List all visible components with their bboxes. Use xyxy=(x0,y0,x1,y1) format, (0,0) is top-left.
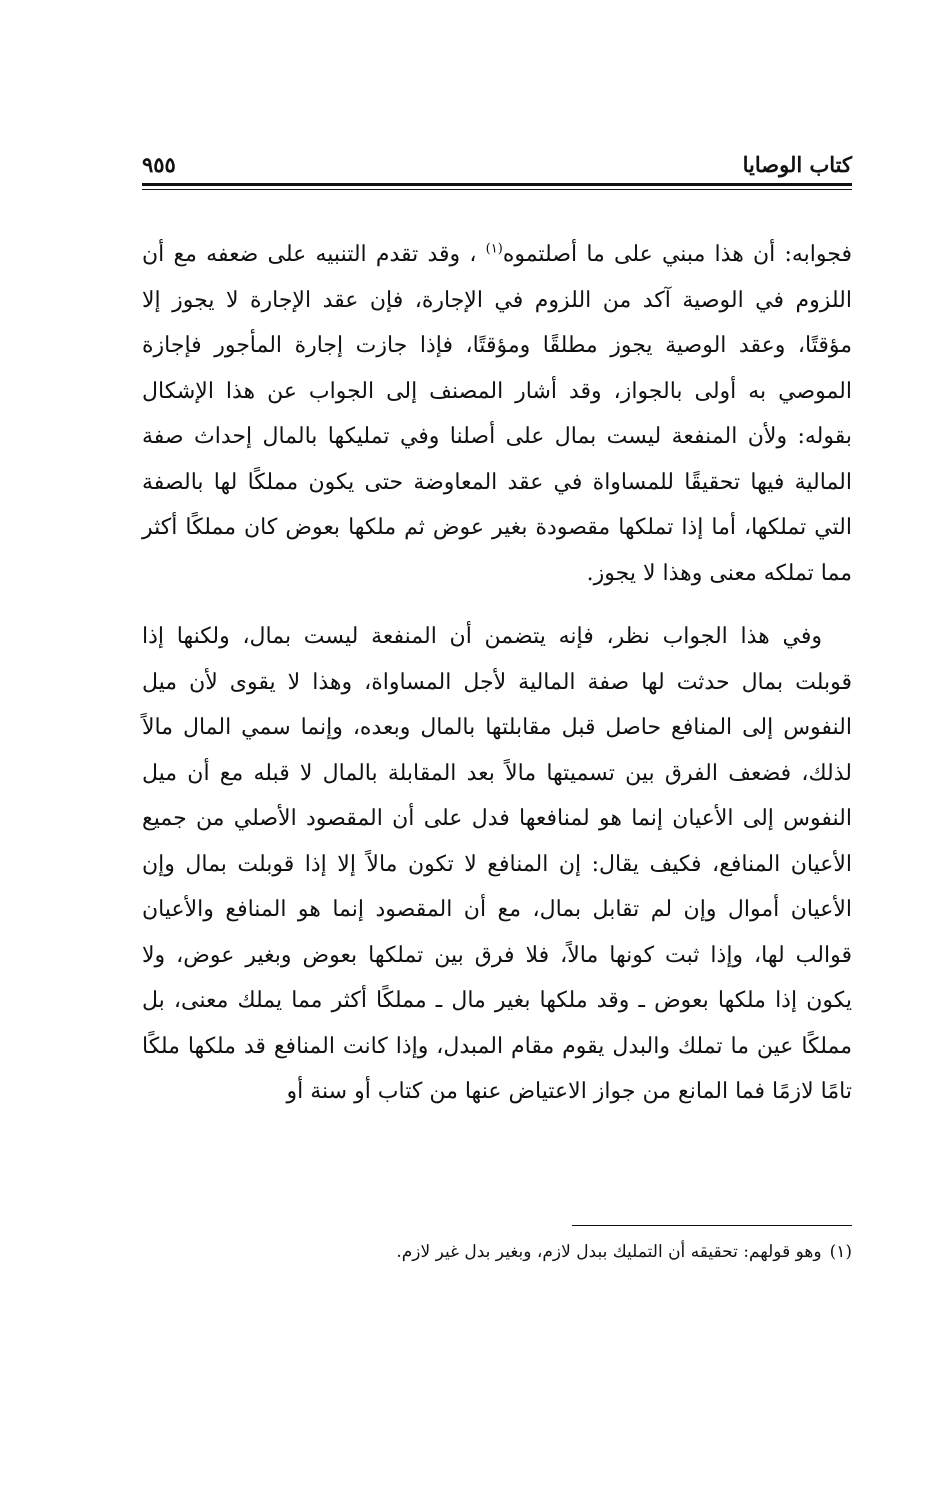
footnote-reference[interactable]: (١) xyxy=(485,241,503,257)
header-rule-thick xyxy=(142,183,852,186)
footnote-number: (١) xyxy=(829,1242,852,1262)
page-header xyxy=(142,150,852,180)
footnote-text: وهو قولهم: تحقيقه أن التمليك ببدل لازم، وبغير بدل غير لازم. xyxy=(396,1242,822,1262)
paragraph-2: وفي هذا الجواب نظر، فإنه يتضمن أن المنفعة ليست بمال، ولكنها إذا قوبلت بمال حدثت لها صفة المالية لأجل المساواة، وهذا لا يقوى لأن ميل النفوس إلى المنافع حاصل قبل مقابلتها بالمال وبعده، وإنما سمي المال مالاً لذلك، فضعف الفرق بين تسميتها مالاً بعد المقابلة بالمال لا قبله مع أن ميل النفوس إلى الأعيان إنما هو لمنافعها فدل على أن المقصود الأصلي من جميع الأعيان المنافع، فكيف يقال: إن المنافع لا تكون مالاً إلا إذا قوبلت بمال وإن الأعيان أموال وإن لم تقابل بمال، مع أن المقصود إنما هو المنافع والأعيان قوالب لها، وإذا ثبت كونها مالاً، فلا فرق بين تملكها بعوض وبغير عوض، ولا يكون إذا ملكها بعوض ـ وقد ملكها بغير مال ـ مملكًا أكثر مما يملك معنى، بل مملكًا عين ما تملك والبدل يقوم مقام المبدل، وإذا كانت المنافع قد ملكها ملكًا تامًا لازمًا فما المانع من جواز الاعتياض عنها من كتاب أو سنة أو xyxy=(142,624,852,1104)
paragraph-1-rest: ، وقد تقدم التنبيه على ضعفه مع أن اللزوم في الوصية آكد من اللزوم في الإجارة، فإن عقد الإجارة لا يجوز إلا مؤقتًا، وعقد الوصية يجوز مطلقًا ومؤقتًا، فإذا جازت إجارة المأجور فإجازة الموصي به أولى بالجواز، وقد أشار المصنف إلى الجواب عن هذا الإشكال بقوله: ولأن المنفعة ليست بمال على أصلنا وفي تمليكها بالمال إحداث صفة المالية فيها تحقيقًا للمساواة في عقد المعاوضة حتى يكون مملكًا لها بالصفة التي تملكها، أما إذا تملكها مقصودة بغير عوض ثم ملكها بعوض كان مملكًا أكثر مما تملكه معنى وهذا لا يجوز. xyxy=(142,242,852,586)
running-title: كتاب الوصايا xyxy=(742,152,852,177)
main-text xyxy=(142,232,852,1115)
footnote xyxy=(142,1237,852,1267)
page-number: ٩٥٥ xyxy=(142,152,176,177)
paragraph-1 xyxy=(142,232,852,596)
footnote-separator xyxy=(572,1225,852,1226)
paragraph-1-start: فجوابه: أن هذا مبني على ما أصلتموه xyxy=(502,242,852,267)
header-rule-thin xyxy=(142,189,852,190)
